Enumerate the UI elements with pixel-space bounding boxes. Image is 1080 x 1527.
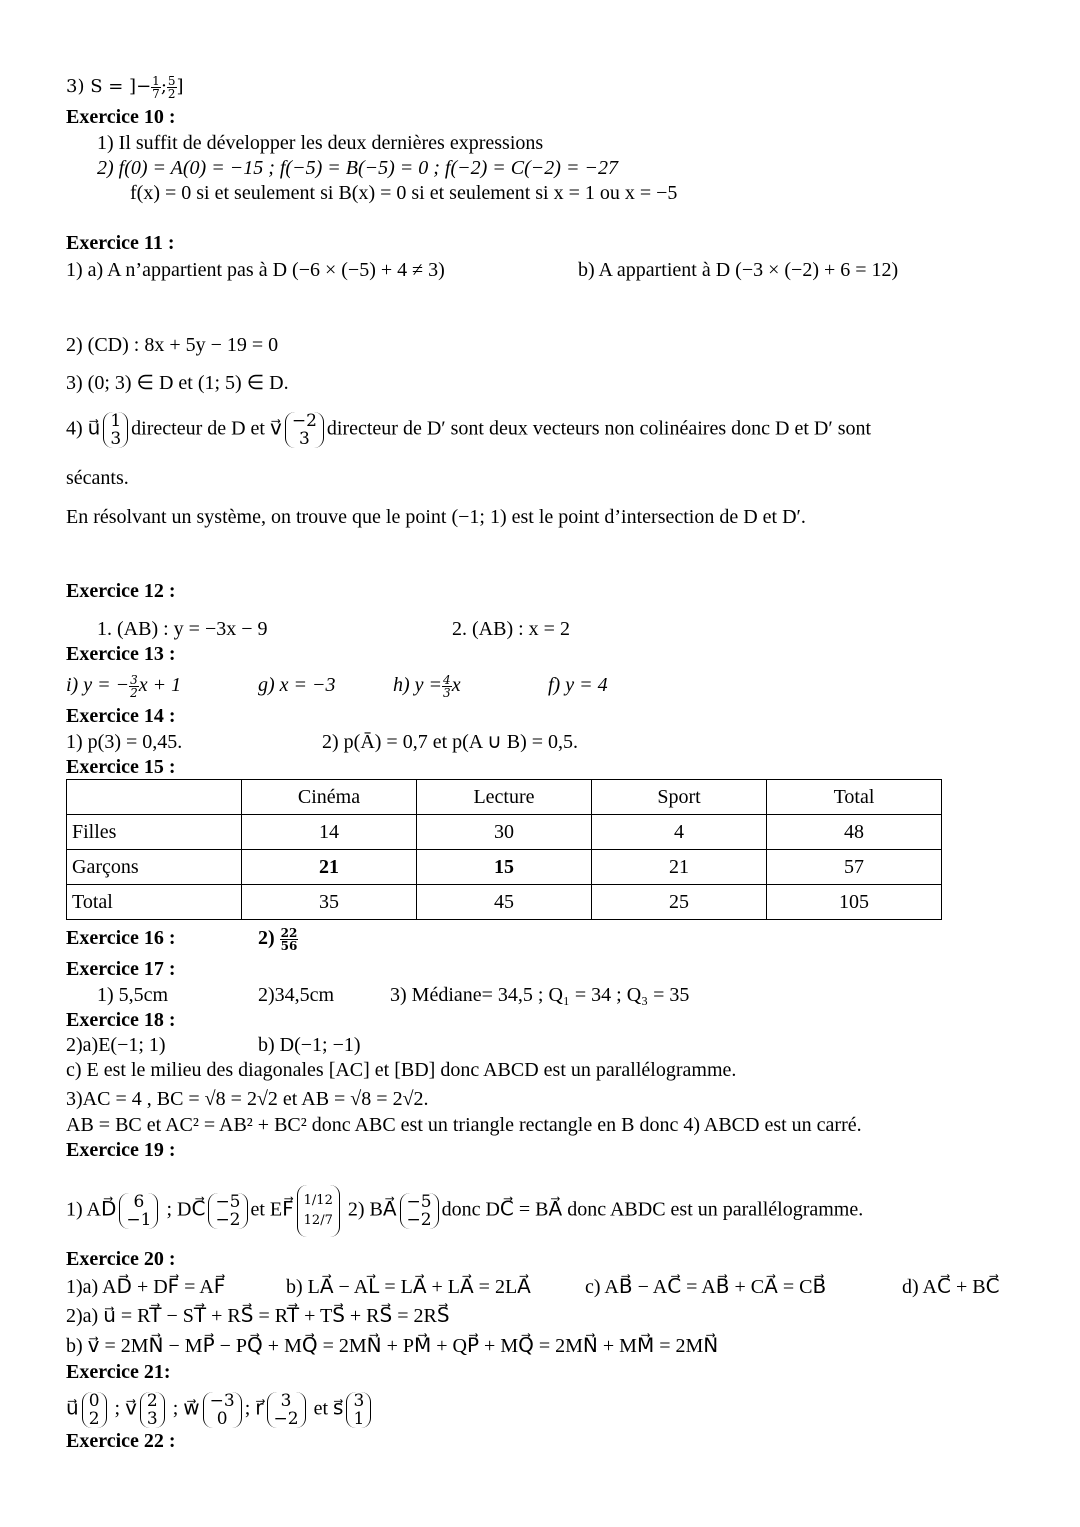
- text: ; r⃗: [244, 1397, 264, 1420]
- text: 4) u⃗: [66, 417, 101, 440]
- cell: 15: [417, 850, 592, 885]
- text: ; DC⃗: [161, 1198, 206, 1221]
- column-vector: [103, 412, 128, 448]
- den: 2: [167, 86, 176, 101]
- cell: Filles: [67, 815, 242, 850]
- comp: −2: [215, 1210, 241, 1230]
- comp: 1: [353, 1409, 365, 1429]
- ex17-title: Exercice 17 :: [66, 958, 176, 980]
- ex10-title: Exercice 10 :: [66, 106, 176, 128]
- comp: −2: [406, 1210, 432, 1230]
- comp: 3: [280, 1391, 292, 1411]
- cell: 25: [592, 885, 767, 920]
- ex18-line4: AB = BC et AC² = AB² + BC² donc ABC est un triangle rectangle en B donc 4) ABCD est un carré.: [66, 1114, 862, 1136]
- ex11-line4: [66, 412, 871, 448]
- fraction: [151, 75, 161, 100]
- ex15-title: Exercice 15 :: [66, 756, 176, 778]
- ex11-title: Exercice 11 :: [66, 232, 175, 254]
- text: ]: [176, 76, 184, 97]
- cell: 35: [242, 885, 417, 920]
- text: x: [451, 674, 461, 696]
- ex13-f: f) y = 4: [548, 674, 608, 696]
- ex12-line2: 2. (AB) : x = 2: [452, 618, 570, 640]
- fraction: [167, 75, 177, 100]
- text: ;: [160, 76, 167, 97]
- text: et EF⃗: [250, 1198, 294, 1221]
- table-row: [67, 815, 942, 850]
- comp: −2: [291, 411, 317, 431]
- text: 3) S = ]−: [66, 76, 152, 97]
- comp: −5: [215, 1192, 241, 1212]
- ex14-line2: 2) p(Ā) = 0,7 et p(A ∪ B) = 0,5.: [322, 731, 579, 753]
- cell: 21: [242, 850, 417, 885]
- ex11-line6: En résolvant un système, on trouve que le point (−1; 1) est le point d’intersection de D et D′.: [66, 506, 806, 528]
- column-vector: [297, 1185, 340, 1237]
- comp: 0: [88, 1391, 100, 1411]
- column-vector: [82, 1392, 107, 1428]
- cell: Total: [67, 885, 242, 920]
- column-vector: [346, 1392, 371, 1428]
- num: 3: [130, 672, 138, 687]
- comp: 3: [146, 1409, 158, 1429]
- cell: 21: [592, 850, 767, 885]
- den: 7: [152, 86, 160, 101]
- ex10-line2: 2) f(0) = A(0) = −15 ; f(−5) = B(−5) = 0 ; f(−2) = C(−2) = −27: [97, 157, 618, 179]
- fraction: [280, 927, 299, 952]
- ex15-table: [66, 779, 942, 920]
- comp: 3: [353, 1391, 365, 1411]
- comp: 1/12: [303, 1193, 333, 1208]
- ex11-line1b: b) A appartient à D (−3 × (−2) + 6 = 12): [578, 259, 899, 281]
- comp: 3: [298, 429, 310, 449]
- table-header-row: [67, 780, 942, 815]
- column-vector: [140, 1392, 165, 1428]
- column-vector: [208, 1193, 247, 1229]
- column-vector: [203, 1392, 242, 1428]
- text: et s⃗: [313, 1397, 344, 1420]
- num: 5: [167, 73, 176, 88]
- den: 2: [130, 685, 138, 700]
- ex20-d: d) AC⃗ + BC⃗: [902, 1276, 1000, 1298]
- cell: 30: [417, 815, 592, 850]
- den: 56: [280, 938, 298, 953]
- comp: 6: [133, 1192, 145, 1212]
- ex17-line3: 3) Médiane= 34,5 ; Q₁ = 34 ; Q₃ = 35: [390, 984, 690, 1006]
- ex10-line1: 1) Il suffit de développer les deux dernières expressions: [97, 132, 544, 154]
- num: 1: [152, 73, 160, 88]
- text: directeur de D′ sont deux vecteurs non colinéaires donc D et D′ sont: [326, 417, 872, 440]
- ex18-line2: c) E est le milieu des diagonales [AC] et [BD] donc ABCD est un parallélogramme.: [66, 1059, 737, 1081]
- ex13-g: g) x = −3: [258, 674, 336, 696]
- cell: 14: [242, 815, 417, 850]
- num: 22: [280, 925, 298, 940]
- comp: 12/7: [303, 1213, 333, 1228]
- text: ; v⃗: [114, 1397, 137, 1420]
- comp: 3: [110, 429, 122, 449]
- ex12-title: Exercice 12 :: [66, 580, 176, 602]
- ex20-line2: 2)a) u⃗ = RT⃗ − ST⃗ + RS⃗ = RT⃗ + TS⃗ + RS⃗ = 2RS⃗: [66, 1305, 450, 1327]
- comp: −5: [406, 1192, 432, 1212]
- comp: 0: [216, 1409, 228, 1429]
- header-cell: [67, 780, 242, 815]
- ex13-h: [393, 673, 461, 699]
- ex16-title: Exercice 16 :: [66, 927, 176, 949]
- comp: 2: [88, 1409, 100, 1429]
- comp: 1: [110, 411, 122, 431]
- ex18-line1: 2)a)E(−1; 1): [66, 1034, 166, 1056]
- cell: Garçons: [67, 850, 242, 885]
- comp: 2: [146, 1391, 158, 1411]
- text: directeur de D et v⃗: [131, 417, 282, 440]
- ex14-line1: 1) p(3) = 0,45.: [66, 731, 183, 753]
- column-vector: [119, 1193, 158, 1229]
- ex20-line3: b) v⃗ = 2MN⃗ − MP⃗ − PQ⃗ + MQ⃗ = 2MN⃗ + PM⃗ + QP⃗ + MQ⃗ = 2MN⃗ + MM⃗ = 2MN⃗: [66, 1335, 719, 1357]
- ex19-title: Exercice 19 :: [66, 1139, 176, 1161]
- ex21-title: Exercice 21:: [66, 1361, 171, 1383]
- table-row: [67, 850, 942, 885]
- ex11-line1a: 1) a) A n’appartient pas à D (−6 × (−5) + 4 ≠ 3): [66, 259, 445, 281]
- header-cell: Sport: [592, 780, 767, 815]
- ex20-c: c) AB⃗ − AC⃗ = AB⃗ + CA⃗ = CB⃗: [585, 1276, 827, 1298]
- text: 2) BA⃗: [347, 1198, 397, 1221]
- ex9-answer-3: [66, 74, 184, 100]
- ex17-line1: 1) 5,5cm: [97, 984, 169, 1006]
- text: i) y = −: [66, 674, 130, 696]
- den: 3: [443, 685, 451, 700]
- column-vector: [400, 1193, 439, 1229]
- text: ; w⃗: [172, 1397, 200, 1420]
- ex11-line5: sécants.: [66, 467, 129, 489]
- comp: −2: [273, 1409, 299, 1429]
- ex11-line2: 2) (CD) : 8x + 5y − 19 = 0: [66, 334, 279, 356]
- column-vector: [285, 412, 324, 448]
- ex17-line2: 2)34,5cm: [258, 984, 335, 1006]
- ex13-title: Exercice 13 :: [66, 643, 176, 665]
- ex10-line3: f(x) = 0 si et seulement si B(x) = 0 si et seulement si x = 1 ou x = −5: [130, 182, 678, 204]
- ex14-title: Exercice 14 :: [66, 705, 176, 727]
- table-row: [67, 885, 942, 920]
- cell: 4: [592, 815, 767, 850]
- num: 4: [443, 672, 451, 687]
- ex22-title: Exercice 22 :: [66, 1430, 176, 1452]
- ex18-title: Exercice 18 :: [66, 1009, 176, 1031]
- text: u⃗: [66, 1397, 79, 1420]
- cell: 45: [417, 885, 592, 920]
- column-vector: [267, 1392, 306, 1428]
- ex11-line3: 3) (0; 3) ∈ D et (1; 5) ∈ D.: [66, 372, 289, 394]
- header-cell: Lecture: [417, 780, 592, 815]
- ex20-a: 1)a) AD⃗ + DF⃗ = AF⃗: [66, 1276, 226, 1298]
- comp: −1: [126, 1210, 152, 1230]
- ex16-answer: [258, 926, 298, 952]
- header-cell: Total: [767, 780, 942, 815]
- fraction: [129, 674, 139, 699]
- ex12-line1: 1. (AB) : y = −3x − 9: [97, 618, 268, 640]
- fraction: [442, 674, 452, 699]
- text: 2): [258, 927, 275, 949]
- ex18-line1b: b) D(−1; −1): [258, 1034, 361, 1056]
- ex20-title: Exercice 20 :: [66, 1248, 176, 1270]
- cell: 105: [767, 885, 942, 920]
- cell: 57: [767, 850, 942, 885]
- text: h) y =: [393, 674, 443, 696]
- ex20-b: b) LA⃗ − AL⃗ = LA⃗ + LA⃗ = 2LA⃗: [286, 1276, 531, 1298]
- text: x + 1: [138, 674, 182, 696]
- ex13-i: [66, 673, 181, 699]
- comp: −3: [209, 1391, 235, 1411]
- ex21-line: [66, 1392, 374, 1428]
- header-cell: Cinéma: [242, 780, 417, 815]
- ex18-line3: 3)AC = 4 , BC = √8 = 2√2 et AB = √8 = 2√2.: [66, 1088, 429, 1110]
- text: donc DC⃗ = BA⃗ donc ABDC est un parallélogramme.: [441, 1198, 864, 1221]
- cell: 48: [767, 815, 942, 850]
- text: 1) AD⃗: [66, 1198, 117, 1221]
- ex19-line: [66, 1185, 863, 1237]
